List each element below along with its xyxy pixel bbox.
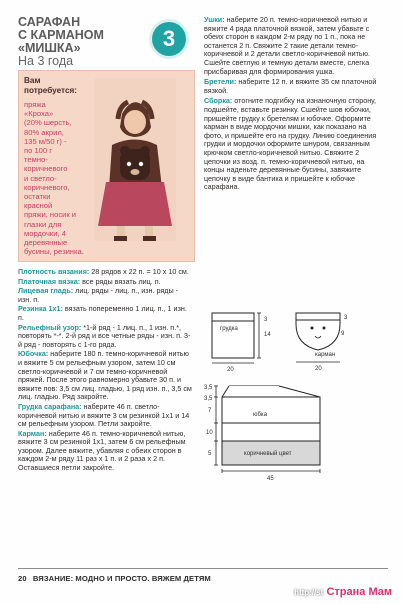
instruction-text: наберите 46 п. темно-коричневой нитью, вяжите 3 см резинкой 1х1, затем 6 см рельефным узором. Далее вяжите, убавляя с обеих сторон в каждом 2-м ряду 11 раз х 1 п. и 2 раза х 2 п. Оставшиеся петли закройте. <box>18 428 186 473</box>
skirt-height-label-1: 7 <box>208 408 212 414</box>
right-instructions <box>204 16 386 194</box>
bodice-label: грудка <box>220 326 238 332</box>
watermark-site: Страна Мам <box>326 586 392 598</box>
material-line: 80% акрил, <box>24 127 64 137</box>
instruction-heading: Карман: <box>18 428 47 438</box>
pocket-width-label: 20 <box>315 366 322 372</box>
bodice-diagram <box>212 313 271 373</box>
instruction-paragraph <box>18 287 193 304</box>
instruction-paragraph <box>18 403 193 429</box>
material-line: коричневого, <box>24 182 70 192</box>
material-line: 135 м/50 г) - <box>24 136 67 146</box>
material-line: и светло- <box>24 173 57 183</box>
material-line: темно- <box>24 155 48 165</box>
instruction-text: наберите 46 п. светло-коричневой нитью и вяжите 3 см резинкой 1х1 и 14 см рельефным узором. Петли закройте. <box>18 401 190 429</box>
title-line-1: САРАФАН <box>18 15 81 29</box>
instruction-heading: Плотность вязания: <box>18 267 90 276</box>
skirt-top-label-2: 3,5 <box>204 396 213 402</box>
material-line: «Кроха» <box>24 109 54 119</box>
bodice-width-label: 20 <box>227 367 234 373</box>
pocket-diagram <box>296 313 348 372</box>
skirt-height-label-2: 10 <box>206 430 213 436</box>
skirt-diagram <box>204 385 320 482</box>
instruction-paragraph <box>18 324 193 350</box>
instruction-text: лиц. ряды - лиц. п., изн. ряды - изн. п. <box>18 286 179 304</box>
instruction-heading: Юбочка: <box>18 349 49 359</box>
instruction-heading: Платочная вязка: <box>18 276 81 286</box>
instruction-heading: Бретели: <box>204 77 237 87</box>
left-instructions <box>18 268 193 474</box>
title-line-3: «МИШКА» <box>18 41 81 55</box>
material-line: остатки <box>24 192 51 202</box>
material-line: по 100 г <box>24 146 52 156</box>
instruction-text: наберите 180 п. темно-коричневой нитью и вяжите 5 см рельефным узором, затем 10 см светло-коричневой и 7 см темно-коричневой пряжей. После этого равномерно убавьте 30 п. и вяжите пов: 3,5 см лиц. гладью, 1 ряд изн. п., 3,5 см лиц. гладью. Ряд закройте. <box>18 349 192 402</box>
materials-title: Вам потребуется: <box>24 76 77 95</box>
pattern-diagrams <box>204 305 392 541</box>
skirt-width-label: 45 <box>267 476 274 482</box>
materials-list <box>24 100 94 256</box>
skirt-top-label-1: 3,5 <box>204 385 213 391</box>
skirt-height-label-3: 5 <box>208 451 212 457</box>
instruction-paragraph <box>18 305 193 322</box>
instruction-paragraph <box>18 430 193 473</box>
material-line: пряжи, носик и глазки для <box>24 210 77 229</box>
instruction-paragraph <box>18 268 193 277</box>
instruction-text: *1-й ряд - 1 лиц. п., 1 изн. п.*, повторять *-*. 2-й ряд и все четные ряды - изн. п. 3-й ряд - повторять с 1-го ряда. <box>18 322 191 349</box>
magazine-title: ВЯЗАНИЕ: МОДНО И ПРОСТО. ВЯЖЕМ ДЕТЯМ <box>32 574 211 583</box>
instruction-heading: Лицевая гладь: <box>18 286 74 296</box>
instruction-heading: Резинка 1х1: <box>18 304 63 314</box>
title-line-2: С КАРМАНОМ <box>18 28 104 42</box>
watermark-url: http://st <box>294 588 324 597</box>
instruction-text: вязать попеременно 1 лиц. п., 1 изн. п. <box>18 304 187 322</box>
bodice-band-label: 3 <box>264 317 268 323</box>
skirt-band-label: коричневый цвет <box>244 451 292 457</box>
material-line: пряжа <box>24 100 46 109</box>
instruction-paragraph <box>204 97 386 192</box>
site-watermark <box>294 586 392 598</box>
instruction-text: отогните подгибку на изнаночную сторону, подшейте, вставьте резинку. Сшейте шов юбочки, пришейте грудку к бретелям и юбочке. Оформите карман в виде мордочки мишки, как показано на фото, и пришейте его на грудку. Линию соединения грудки и мордочки оформите шнуром, связанным крючком светло-коричневой нитью. Свяжите 2 цепочки из возд. п. темно-коричневой нитью, на концы наденьте деревянные бусины, завяжите цепочку в виде бантика и пришейте к юбочке сарафана. <box>204 96 377 192</box>
footer <box>18 574 388 583</box>
pocket-band-label: 3 <box>344 315 348 321</box>
instruction-paragraph <box>204 16 386 76</box>
page-number: 20 <box>18 574 27 583</box>
instruction-heading: Сборка: <box>204 96 233 106</box>
bodice-height-label: 14 <box>264 332 271 338</box>
material-line: коричневого <box>24 164 68 174</box>
pattern-title <box>18 16 146 68</box>
instruction-heading: Рельефный узор: <box>18 322 82 332</box>
instruction-text: 28 рядов х 22 п. = 10 х 10 см. <box>89 267 189 276</box>
photo-of-child-in-sarafan <box>94 78 176 241</box>
material-line: мордочки, 4 деревянные <box>24 228 68 248</box>
pocket-label: карман <box>315 352 336 358</box>
material-line: бусины, резинка. <box>24 247 84 257</box>
instruction-paragraph <box>18 350 193 402</box>
instruction-paragraph <box>18 278 193 287</box>
pattern-number-badge: 3 <box>152 22 186 56</box>
material-line: красной <box>24 201 53 211</box>
instruction-heading: Ушки: <box>204 15 225 24</box>
skirt-label: юбка <box>253 412 268 418</box>
instruction-heading: Грудка сарафана: <box>18 401 82 411</box>
pocket-height-label: 9 <box>341 331 345 337</box>
instruction-text: наберите 12 п. и вяжите 35 см платочной вязкой. <box>204 77 377 95</box>
material-line: (20% шерсть, <box>24 118 72 128</box>
footer-divider <box>18 568 388 569</box>
instruction-paragraph <box>204 78 386 95</box>
instruction-text: все ряды вязать лиц. п. <box>80 276 161 286</box>
subtitle: На 3 года <box>18 54 74 68</box>
instruction-text: наберите 20 п. темно-коричневой нитью и вяжите 4 ряда платочной вязкой, затем убавьте с обеих сторон в каждом 2-м ряду по 1 п., пока не останется 2 п. Свяжите 2 такие детали темно-коричневой и 2 детали светло-коричневой нитью. Сшейте светлую и темную детали вместе, слегка присбаривая для формирования ушка. <box>204 15 371 76</box>
